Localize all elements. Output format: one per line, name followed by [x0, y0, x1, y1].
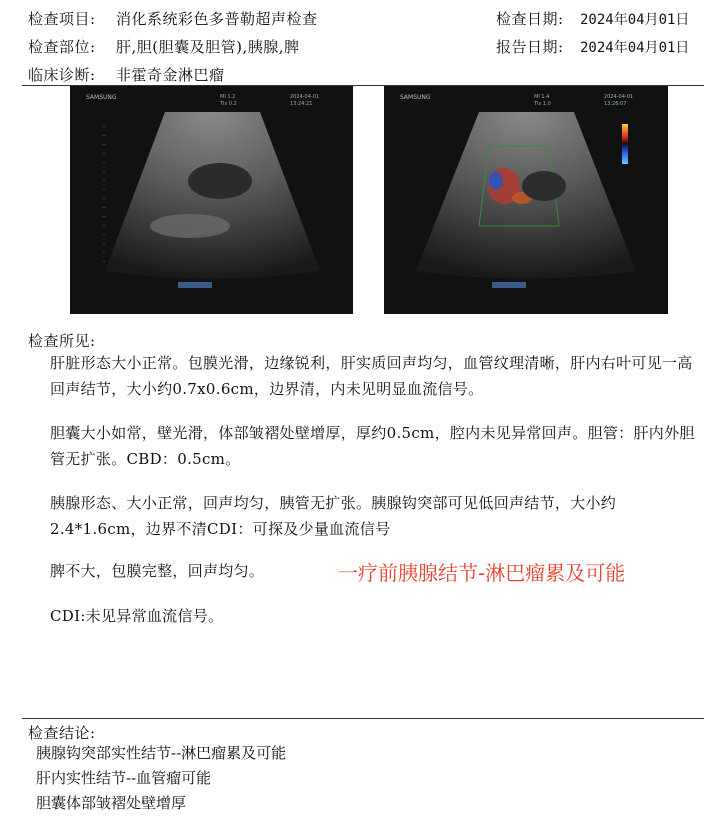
us-ti: TIs 0.2: [220, 101, 237, 107]
us-brand: SAMSUNG: [86, 94, 117, 101]
us-doppler-sector: [384, 86, 668, 314]
exam-site-label: 检查部位:: [28, 38, 96, 56]
finding-pancreas: 胰腺形态、大小正常，回声均匀，胰管无扩张。胰腺钩突部可见低回声结节，大小约2.4*1.6cm，边界不清CDI：可探及少量血流信号: [50, 494, 617, 538]
finding-spleen: 脾不大，包膜完整，回声均匀。: [50, 562, 265, 580]
us-footer: [70, 286, 353, 314]
us-date: 2024-04-01: [290, 94, 320, 100]
conclusion-divider: [22, 718, 704, 719]
conclusion-item: 胰腺钩突部实性结节--淋巴瘤累及可能: [36, 744, 287, 762]
finding-gallbladder: 胆囊大小如常，壁光滑，体部皱褶处壁增厚，厚约0.5cm，腔内未见异常回声。胆管：肝内外胆管无扩张。CBD：0.5cm。: [50, 424, 695, 468]
exam-item-label: 检查项目:: [28, 10, 96, 28]
us-date: 2024-04-01: [604, 94, 634, 100]
us-time: 13:24:21: [290, 101, 313, 107]
conclusion-item: 肝内实性结节--血管瘤可能: [36, 769, 212, 787]
finding-cdi: CDI:未见异常血流信号。: [50, 607, 224, 625]
findings-title: 检查所见:: [28, 332, 96, 350]
exam-date-label: 检查日期:: [496, 10, 564, 28]
report-date-label: 报告日期:: [496, 38, 564, 56]
us-brand: SAMSUNG: [400, 94, 431, 101]
us-time: 13:26:07: [604, 101, 627, 107]
us-mi: MI 1.4: [534, 94, 550, 100]
conclusion-item: 胆囊体部皱褶处壁增厚: [36, 794, 187, 812]
report-date-value: 2024年04月01日: [580, 40, 690, 56]
diagnosis-label: 临床诊断:: [28, 66, 96, 84]
finding-liver: 肝脏形态大小正常。包膜光滑，边缘锐利，肝实质回声均匀，血管纹理清晰，肝内右叶可见一高回声结节，大小约0.7x0.6cm，边界清，内未见明显血流信号。: [50, 354, 693, 398]
ultrasound-image-1: [70, 86, 353, 314]
handwritten-annotation: 一疗前胰腺结节-淋巴瘤累及可能: [338, 561, 626, 585]
us-ti: TIs 1.0: [534, 101, 551, 107]
exam-site-value: 肝,胆(胆囊及胆管),胰腺,脾: [116, 38, 300, 56]
us-footer: [384, 286, 668, 314]
exam-date-value: 2024年04月01日: [580, 12, 690, 28]
diagnosis-value: 非霍奇金淋巴瘤: [116, 66, 225, 84]
conclusion-title: 检查结论:: [28, 724, 96, 742]
us-scan-sector: [70, 86, 353, 314]
ultrasound-image-2: [384, 86, 668, 314]
us-mi: MI 1.2: [220, 94, 236, 100]
exam-item-value: 消化系统彩色多普勒超声检查: [116, 10, 318, 28]
